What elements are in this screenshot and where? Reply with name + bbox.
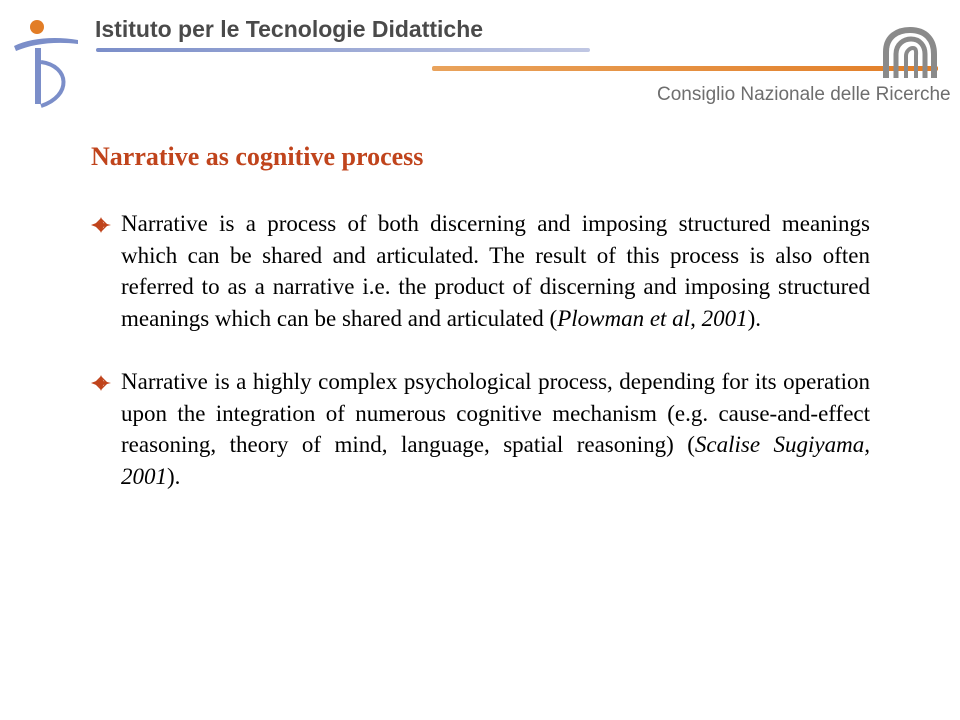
header-divider-blue	[96, 48, 590, 52]
header-divider-orange	[432, 66, 938, 71]
bullet-item	[90, 366, 870, 492]
institute-name: Istituto per le Tecnologie Didattiche	[95, 16, 484, 42]
bullet-tail: ).	[167, 463, 181, 489]
bullet-text: Narrative is a highly complex psychological process, depending for its operation upon the integration of numerous cognitive mechanism (e.g. cause-and-effect reasoning, theory of mind, language, spatial reasoning) (	[121, 369, 870, 457]
cnr-logo-icon	[876, 26, 938, 82]
diamond-bullet-icon	[91, 375, 111, 391]
citation: Scalise Sugiyama, 2001	[121, 432, 870, 489]
bullet-tail: ).	[747, 305, 761, 331]
bullet-item	[90, 208, 870, 334]
itd-logo-icon	[10, 18, 80, 110]
council-name: Consiglio Nazionale delle Ricerche	[657, 84, 951, 105]
citation: Plowman et al, 2001	[557, 305, 748, 331]
diamond-bullet-icon	[91, 217, 111, 233]
slide-title: Narrative as cognitive process	[91, 142, 424, 171]
slide-content	[90, 208, 870, 524]
bullet-text: Narrative is a process of both discerning and imposing structured meanings which can be shared and articulated. The result of this process is also often referred to as a narrative i.e. the product of discerning and imposing structured meanings which can be shared and articulated (	[121, 211, 870, 331]
